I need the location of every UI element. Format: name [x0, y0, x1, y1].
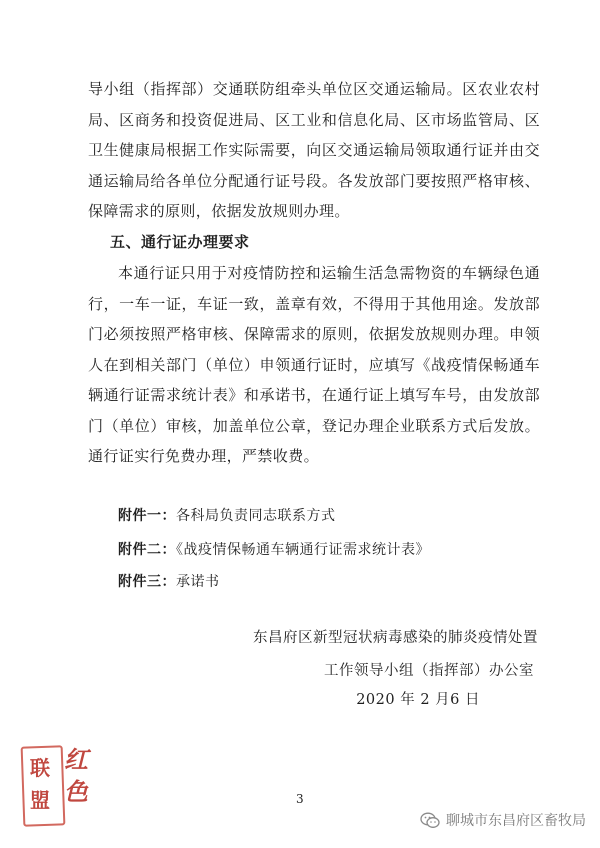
- watermark-text: 聊城市东昌府区畜牧局: [446, 813, 586, 829]
- stamp-char: 色: [64, 777, 88, 806]
- page-number: 3: [296, 792, 304, 806]
- signature-org-line-2: 工作领导小组（指挥部）办公室: [324, 663, 534, 679]
- attachment-text: 各科局负责同志联系方式: [176, 508, 336, 524]
- signature-date: 2020 年 2 月6 日: [356, 692, 480, 708]
- body-paragraph-1: 导小组（指挥部）交通联防组牵头单位区交通运输局。区农业农村局、区商务和投资促进局、区工业和信息化局、区市场监管局、区卫生健康局根据工作实际需要，向区交通运输局领取通行证并由交通运输局给各单位分配通行证号段。各发放部门要按照严格审核、保障需求的原则，依据发放规则办理。: [88, 80, 540, 220]
- attachment-label: 附件三：: [118, 574, 176, 590]
- attachment-2: [118, 539, 430, 559]
- attachment-1: [118, 505, 336, 525]
- body-paragraph-2: 本通行证只用于对疫情防控和运输生活急需物资的车辆绿色通行，一车一证，车证一致，盖章有效，不得用于其他用途。发放部门必须按照严格审核、保障需求的原则，依据发放规则办理。申领人在到相关部门（单位）申领通行证时，应填写《战疫情保畅通车辆通行证需求统计表》和承诺书，在通行证上填写车号，由发放部门（单位）审核，加盖单位公章，登记办理企业联系方式后发放。通行证实行免费办理，严禁收费。: [88, 264, 540, 465]
- attachment-label: 附件二：: [118, 542, 176, 558]
- attachment-label: 附件一：: [118, 508, 176, 524]
- stamp-char: 盟: [30, 788, 50, 812]
- attachment-3: [118, 571, 220, 591]
- attachment-text: 《战疫情保畅通车辆通行证需求统计表》: [176, 542, 430, 558]
- stamp-char: 联: [30, 756, 50, 780]
- red-alliance-stamp-logo: [20, 744, 92, 824]
- signature-org-line-1: 东昌府区新型冠状病毒感染的肺炎疫情处置: [253, 630, 538, 646]
- watermark: [420, 810, 586, 830]
- section-heading: 五、通行证办理要求: [110, 233, 250, 251]
- wechat-icon: [420, 812, 440, 829]
- stamp-char: 红: [64, 745, 88, 774]
- attachment-text: 承诺书: [176, 574, 220, 590]
